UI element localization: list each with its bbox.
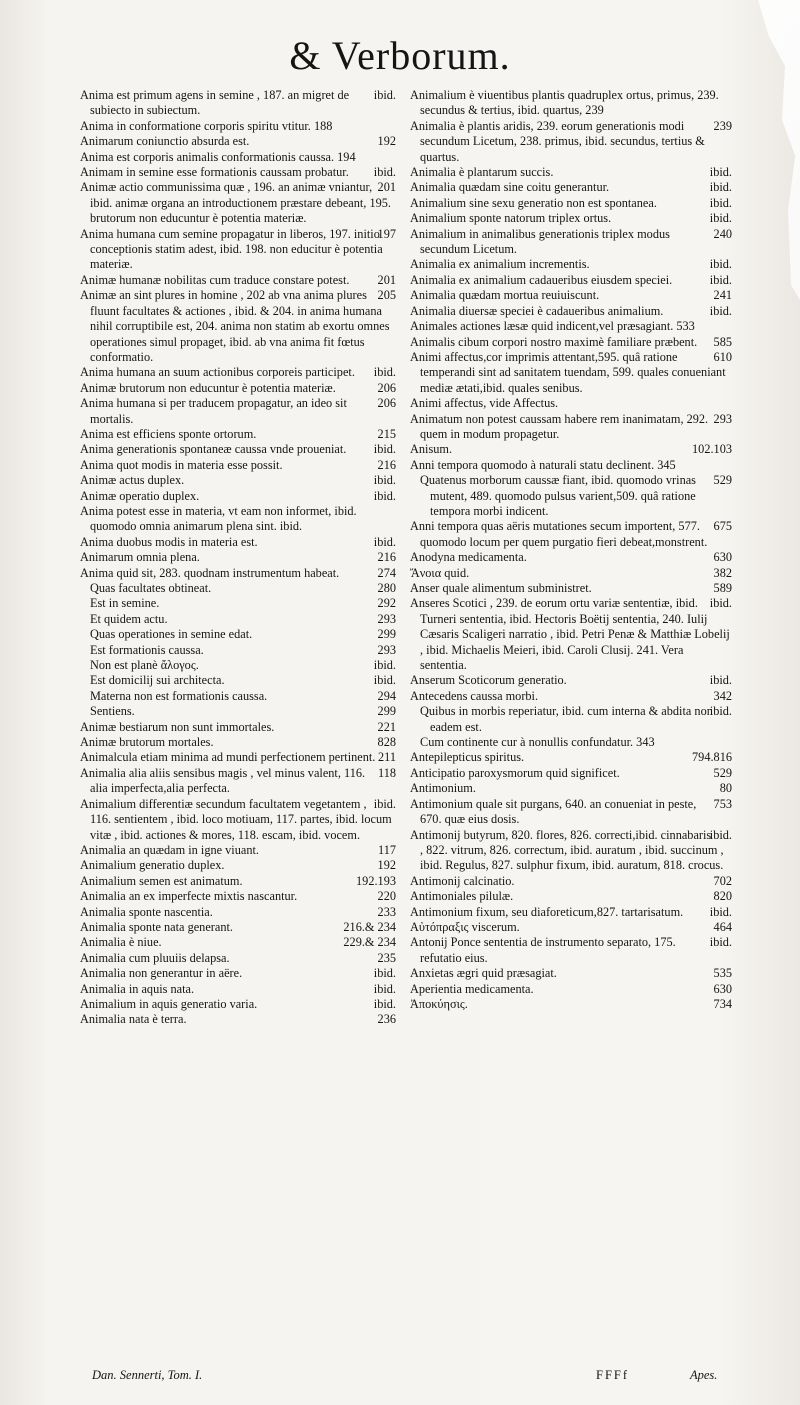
- entry-text: Animalia alia aliis sensibus magis , vel minus valent, 116. alia imperfecta,alia perfecta.: [80, 765, 366, 796]
- entry-text: Est domicilij sui architecta.: [90, 673, 225, 688]
- entry-text: Antimonij calcinatio.: [410, 873, 515, 888]
- index-entry: [410, 966, 732, 981]
- entry-page-ref: ibid.: [373, 658, 396, 673]
- index-entry: [410, 982, 732, 997]
- entry-text: Ἄνοια quid.: [410, 565, 470, 580]
- entry-page-ref: ibid.: [709, 195, 732, 210]
- entry-text: Animalia cum pluuiis delapsa.: [80, 950, 230, 965]
- entry-text: Antecedens caussa morbi.: [410, 688, 539, 703]
- index-entry: [80, 951, 396, 966]
- entry-text: Quatenus morborum caussæ fiant, ibid. quomodo vrinas mutent, 489. quomodo pulsus varient,509. quâ ratione tempora morbi indicent.: [420, 473, 696, 518]
- entry-text: Antimoniales pilulæ.: [410, 889, 514, 904]
- entry-page-ref: 675: [713, 519, 732, 534]
- entry-text: Animalia an ex imperfecte mixtis nascantur.: [80, 889, 298, 904]
- entry-page-ref: 589: [713, 581, 732, 595]
- entry-text: Anima generationis spontaneæ caussa vnde proueniat.: [80, 442, 347, 457]
- entry-page-ref: ibid.: [709, 211, 732, 226]
- entry-text: Anseres Scotici , 239. de eorum ortu variæ sententiæ, ibid. Turneri sententia, ibid. Hectoris Boëtij sententia, 240. Iulij Cæsaris Scaligeri narratio , ibid. Petri Penæ & Matthiæ Lobelij , ibid. Michaelis Meieri, ibid. Caroli Clusij. 241. Vera sententia.: [410, 596, 730, 673]
- index-entry: [80, 612, 396, 627]
- index-entry: [410, 581, 732, 596]
- index-entry: [80, 442, 396, 457]
- entry-page-ref: ibid.: [709, 257, 732, 272]
- index-entry: [80, 365, 396, 380]
- entry-text: Animalium sine sexu generatio non est spontanea.: [410, 195, 657, 210]
- index-entry: [410, 412, 732, 443]
- entry-text: Animalia nata è terra.: [80, 1012, 187, 1027]
- entry-text: Antimonium.: [410, 781, 476, 796]
- entry-text: Anima duobus modis in materia est.: [80, 534, 258, 549]
- entry-page-ref: 280: [377, 581, 396, 595]
- index-entry: [410, 227, 732, 258]
- index-entry: [80, 504, 396, 535]
- entry-text: Animarum omnia plena.: [80, 550, 200, 565]
- index-entry: [80, 889, 396, 904]
- entry-text: Antimonij butyrum, 820. flores, 826. correcti,ibid. cinnabaris , 822. vitrum, 826. correctum, ibid. auratum , ibid. succinum , ibid. Regulus, 827. sulphur fixum, ibid. auratum, 818. crocus.: [410, 827, 724, 873]
- entry-text: Antimonium quale sit purgans, 640. an conueniat in peste, 670. quæ eius dosis.: [410, 796, 697, 827]
- entry-page-ref: 192.193: [356, 873, 396, 888]
- left-index-column: [80, 88, 396, 1028]
- index-entry: [80, 134, 396, 149]
- index-entry: [410, 920, 732, 935]
- entry-page-ref: 585: [713, 334, 732, 349]
- entry-page-ref: 535: [713, 966, 732, 981]
- index-entry: [80, 273, 396, 288]
- entry-page-ref: 80: [719, 781, 732, 796]
- entry-text: Animalium differentiæ secundum facultatem vegetantem , 116. sentientem , ibid. loco motiuam, 117. partes, ibid. locum vitæ , ibid. actiones & mores, 118. escam, ibid. vocem.: [80, 796, 392, 842]
- entry-page-ref: 293: [377, 642, 396, 657]
- entry-page-ref: ibid.: [709, 904, 732, 919]
- index-entry: [80, 735, 396, 750]
- entry-page-ref: 235: [377, 950, 396, 965]
- index-entry: [410, 335, 732, 350]
- entry-text: Animalis cibum corpori nostro maximè familiare præbent.: [410, 334, 698, 349]
- entry-page-ref: ibid.: [373, 88, 396, 102]
- index-entry: [410, 596, 732, 673]
- index-entry: [80, 535, 396, 550]
- entry-page-ref: 293: [377, 611, 396, 626]
- entry-text: Anserum Scoticorum generatio.: [410, 673, 567, 688]
- entry-text: Animales actiones læsæ quid indicent,vel præsagiant. 533: [410, 319, 695, 334]
- entry-text: Anima quot modis in materia esse possit.: [80, 457, 283, 472]
- index-entry: [80, 180, 396, 226]
- index-entry: [410, 735, 732, 750]
- entry-text: Materna non est formationis caussa.: [90, 688, 268, 703]
- entry-text: Est in semine.: [90, 596, 160, 611]
- entry-text: Anima quid sit, 283. quodnam instrumentum habeat.: [80, 565, 340, 580]
- index-entry: [410, 889, 732, 904]
- index-entry: [410, 935, 732, 966]
- entry-text: Et quidem actu.: [90, 611, 168, 626]
- entry-text: Animalia è niue.: [80, 935, 162, 950]
- entry-text: Anima humana cum semine propagatur in liberos, 197. initio conceptionis statim adest, ibid. 198. non educitur è potentia materiæ.: [80, 226, 383, 272]
- index-entry: [80, 935, 396, 950]
- index-entry: [80, 720, 396, 735]
- running-title: & Verborum.: [289, 33, 511, 78]
- index-entry: [410, 673, 732, 688]
- entry-page-ref: ibid.: [709, 165, 732, 180]
- index-entry: [410, 211, 732, 226]
- entry-page-ref: 274: [377, 565, 396, 580]
- entry-text: Animæ actio communissima quæ , 196. an animæ vniantur, ibid. animæ organa an introductionem præstare debeant, 195. brutorum non educuntur è potentia materiæ.: [80, 180, 391, 226]
- entry-text: Animalium in aquis generatio varia.: [80, 996, 258, 1011]
- entry-page-ref: ibid.: [373, 966, 396, 981]
- entry-text: Animalia an quædam in igne viuant.: [80, 842, 259, 857]
- index-entry: [80, 1012, 396, 1027]
- entry-text: Animalcula etiam minima ad mundi perfectionem pertinent.: [80, 750, 376, 765]
- entry-page-ref: 630: [713, 981, 732, 996]
- entry-page-ref: ibid.: [709, 303, 732, 318]
- index-entry: [80, 905, 396, 920]
- entry-page-ref: ibid.: [709, 935, 732, 950]
- entry-page-ref: 192: [377, 134, 396, 149]
- entry-text: Cum continente cur à nonullis confundatur. 343: [420, 735, 655, 750]
- entry-page-ref: ibid.: [373, 365, 396, 380]
- entry-page-ref: 197: [377, 226, 396, 241]
- index-entry: [410, 196, 732, 211]
- entry-page-ref: 753: [713, 796, 732, 811]
- index-entry: [80, 119, 396, 134]
- index-entry: [410, 689, 732, 704]
- entry-text: Animalia quædam sine coitu generantur.: [410, 180, 610, 195]
- footer-author: Dan. Sennerti, Tom. I.: [92, 1368, 203, 1382]
- index-entry: [410, 797, 732, 828]
- footer-signature: FFFf: [596, 1368, 630, 1382]
- entry-page-ref: 734: [713, 996, 732, 1011]
- entry-text: Antonij Ponce sententia de instrumento separato, 175. refutatio eius.: [410, 935, 676, 965]
- entry-text: Ἀποκύησις.: [410, 996, 468, 1011]
- entry-page-ref: ibid.: [709, 704, 732, 719]
- index-entry: [80, 427, 396, 442]
- index-entry: [80, 750, 396, 765]
- entry-text: Αὐτόπραξις viscerum.: [410, 919, 520, 934]
- entry-page-ref: 630: [713, 550, 732, 565]
- entry-text: Animæ bestiarum non sunt immortales.: [80, 719, 275, 734]
- entry-text: Sentiens.: [90, 704, 135, 719]
- index-entry: [410, 828, 732, 874]
- entry-text: Animalium sponte natorum triplex ortus.: [410, 211, 612, 226]
- index-entry: [410, 905, 732, 920]
- entry-text: Quas operationes in semine edat.: [90, 627, 253, 642]
- entry-text: Anima humana si per traducem propagatur, an ideo sit mortalis.: [80, 396, 347, 426]
- entry-page-ref: ibid.: [373, 673, 396, 688]
- entry-page-ref: ibid.: [373, 796, 396, 811]
- index-entry: [80, 489, 396, 504]
- entry-page-ref: 299: [377, 627, 396, 642]
- entry-text: Anima potest esse in materia, vt eam non informet, ibid. quomodo omnia animarum plena sint. ibid.: [80, 503, 357, 534]
- index-entry: [410, 473, 732, 519]
- index-entry: [80, 920, 396, 935]
- entry-page-ref: 610: [713, 349, 732, 364]
- index-entry: [410, 442, 732, 457]
- entry-text: Non est planè ἄλογος.: [90, 658, 199, 673]
- footer-catchword: Apes.: [690, 1368, 718, 1382]
- index-entry: [80, 550, 396, 565]
- entry-text: Animatum non potest caussam habere rem inanimatam, 292. quem in modum propagetur.: [410, 411, 709, 441]
- index-entry: [80, 150, 396, 165]
- index-entry: [410, 119, 732, 165]
- entry-text: Animalium è viuentibus plantis quadruplex ortus, primus, 239. secundus & tertius, ibid. quartus, 239: [410, 88, 719, 118]
- index-entry: [80, 982, 396, 997]
- index-entry: [410, 304, 732, 319]
- entry-text: Animalia è plantis aridis, 239. eorum generationis modi secundum Licetum, 238. primus, ibid. secundus, tertius & quartus.: [410, 118, 705, 164]
- entry-text: Animam in semine esse formationis caussam probatur.: [80, 165, 349, 180]
- index-entry: [80, 381, 396, 396]
- index-entry: [80, 581, 396, 596]
- index-entry: [80, 997, 396, 1012]
- entry-page-ref: 382: [713, 565, 732, 580]
- index-entry: [80, 396, 396, 427]
- entry-page-ref: 205: [377, 288, 396, 303]
- entry-text: Anima in conformatione corporis spiritu vtitur. 188: [80, 118, 333, 133]
- entry-page-ref: 201: [377, 180, 396, 195]
- entry-page-ref: 794.816: [692, 750, 732, 765]
- index-entry: [410, 997, 732, 1012]
- entry-text: Est formationis caussa.: [90, 642, 204, 657]
- index-entry: [410, 396, 732, 411]
- entry-text: Animalia sponte nata generant.: [80, 919, 233, 934]
- entry-text: Antimonium fixum, seu diaforeticum,827. tartarisatum.: [410, 904, 684, 919]
- entry-text: Animæ brutorum non educuntur è potentia materiæ.: [80, 380, 336, 395]
- entry-page-ref: 294: [377, 688, 396, 703]
- entry-page-ref: 293: [713, 411, 732, 426]
- entry-page-ref: 342: [713, 688, 732, 703]
- index-entry: [80, 165, 396, 180]
- entry-text: Animi affectus,cor imprimis attentant,595. quâ ratione temperandi sint ad sanitatem tuendam, 599. quales conueniant mediæ ætati,ibid. quales senibus.: [410, 349, 726, 395]
- index-entry: [80, 227, 396, 273]
- index-entry: [410, 566, 732, 581]
- index-entry: [80, 288, 396, 365]
- entry-text: Antepilepticus spiritus.: [410, 750, 525, 765]
- entry-text: Anisum.: [410, 442, 453, 457]
- entry-page-ref: 215: [377, 426, 396, 441]
- entry-page-ref: 206: [377, 380, 396, 395]
- entry-page-ref: 820: [713, 889, 732, 904]
- entry-page-ref: ibid.: [709, 272, 732, 287]
- entry-page-ref: 241: [713, 288, 732, 303]
- entry-page-ref: 102.103: [692, 442, 732, 457]
- index-entry: [80, 88, 396, 119]
- index-entry: [410, 165, 732, 180]
- index-entry: [410, 874, 732, 889]
- entry-text: Animalia sponte nascentia.: [80, 904, 213, 919]
- index-entry: [80, 643, 396, 658]
- page-footer: [0, 1368, 800, 1388]
- entry-page-ref: 216: [377, 457, 396, 472]
- entry-text: Animæ humanæ nobilitas cum traduce constare potest.: [80, 272, 350, 287]
- entry-page-ref: ibid.: [709, 180, 732, 195]
- entry-page-ref: 220: [377, 889, 396, 904]
- index-entry: [80, 458, 396, 473]
- entry-text: Anima est efficiens sponte ortorum.: [80, 426, 257, 441]
- entry-text: Animalium semen est animatum.: [80, 873, 243, 888]
- index-entry: [80, 689, 396, 704]
- entry-page-ref: ibid.: [709, 673, 732, 688]
- entry-page-ref: 211: [378, 750, 396, 765]
- entry-page-ref: 702: [713, 873, 732, 888]
- index-entry: [410, 550, 732, 565]
- entry-page-ref: 529: [713, 765, 732, 780]
- entry-text: Animæ brutorum mortales.: [80, 735, 214, 750]
- entry-text: Animalia ex animalium incrementis.: [410, 257, 590, 272]
- entry-page-ref: 236: [377, 1012, 396, 1027]
- entry-page-ref: 216.& 234: [343, 919, 396, 934]
- entry-page-ref: 529: [713, 473, 732, 488]
- index-entry: [80, 843, 396, 858]
- entry-text: Animalia è plantarum succis.: [410, 165, 554, 180]
- index-entry: [80, 658, 396, 673]
- entry-text: Animalia non generantur in aëre.: [80, 966, 243, 981]
- entry-text: Animalium generatio duplex.: [80, 858, 225, 873]
- entry-text: Anni tempora quas aëris mutationes secum importent, 577. quomodo locum per quem purgatio fieri debeat,monstrent.: [410, 519, 708, 549]
- entry-text: Animalia ex animalium cadaueribus eiusdem speciei.: [410, 272, 673, 287]
- entry-page-ref: 192: [377, 858, 396, 873]
- entry-page-ref: 229.& 234: [343, 935, 396, 950]
- index-entry: [410, 519, 732, 550]
- entry-text: Anticipatio paroxysmorum quid significet.: [410, 765, 620, 780]
- entry-text: Aperientia medicamenta.: [410, 981, 534, 996]
- entry-text: Animi affectus, vide Affectus.: [410, 396, 559, 411]
- index-entry: [410, 319, 732, 334]
- entry-page-ref: ibid.: [373, 996, 396, 1011]
- index-entry: [410, 180, 732, 195]
- index-entry: [80, 673, 396, 688]
- entry-page-ref: ibid.: [373, 981, 396, 996]
- index-entry: [410, 766, 732, 781]
- entry-page-ref: 117: [378, 842, 396, 857]
- entry-text: Anima humana an suum actionibus corporeis participet.: [80, 365, 355, 380]
- index-entry: [410, 458, 732, 473]
- index-entry: [80, 596, 396, 611]
- entry-text: Anodyna medicamenta.: [410, 550, 527, 565]
- index-entry: [80, 473, 396, 488]
- entry-text: Animæ an sint plures in homine , 202 ab vna anima plures fluunt facultates & actiones , ibid. & 204. in anima humana nihil corruptibile est, 204. anima non statim ab exortu omnes operationes simul propaget, ibid. ab vna anima fit fœtus conformatio.: [80, 288, 390, 364]
- index-entry: [80, 566, 396, 581]
- entry-text: Animalia quædam mortua reuiuiscunt.: [410, 288, 600, 303]
- entry-page-ref: 240: [713, 226, 732, 241]
- index-entry: [80, 766, 396, 797]
- entry-page-ref: ibid.: [373, 488, 396, 503]
- index-entry: [80, 858, 396, 873]
- entry-page-ref: 221: [377, 719, 396, 734]
- entry-page-ref: ibid.: [373, 165, 396, 180]
- entry-page-ref: 233: [377, 904, 396, 919]
- entry-text: Quibus in morbis reperiatur, ibid. cum interna & abdita non eadem est.: [420, 704, 713, 734]
- index-entry: [410, 288, 732, 303]
- entry-text: Animalium in animalibus generationis triplex modus secundum Licetum.: [410, 226, 670, 257]
- index-entry: [410, 88, 732, 119]
- entry-text: Anni tempora quomodo à naturali statu declinent. 345: [410, 457, 676, 472]
- entry-text: Anima est corporis animalis conformationis caussa. 194: [80, 149, 356, 164]
- entry-page-ref: 201: [377, 272, 396, 287]
- entry-page-ref: ibid.: [709, 827, 732, 842]
- entry-text: Animarum coniunctio absurda est.: [80, 134, 250, 149]
- index-entry: [410, 704, 732, 735]
- entry-page-ref: ibid.: [373, 534, 396, 549]
- entry-text: Animalia diuersæ speciei è cadaueribus animalium.: [410, 303, 664, 318]
- entry-page-ref: ibid.: [373, 473, 396, 488]
- right-index-column: [410, 88, 732, 1012]
- index-entry: [80, 874, 396, 889]
- entry-page-ref: ibid.: [373, 442, 396, 457]
- entry-text: Anxietas ægri quid præsagiat.: [410, 966, 557, 981]
- entry-text: Anser quale alimentum subministret.: [410, 581, 592, 595]
- entry-text: Quas facultates obtineat.: [90, 581, 212, 595]
- index-entry: [410, 781, 732, 796]
- entry-page-ref: 216: [377, 550, 396, 565]
- entry-text: Animæ operatio duplex.: [80, 488, 200, 503]
- entry-text: Anima est primum agens in semine , 187. an migret de subiecto in subiectum.: [80, 88, 350, 118]
- entry-page-ref: 828: [377, 735, 396, 750]
- entry-page-ref: ibid.: [709, 596, 732, 611]
- entry-text: Animæ actus duplex.: [80, 473, 185, 488]
- index-entry: [410, 750, 732, 765]
- index-entry: [80, 797, 396, 843]
- index-entry: [410, 350, 732, 396]
- entry-page-ref: 239: [713, 118, 732, 133]
- index-entry: [80, 704, 396, 719]
- index-entry: [80, 627, 396, 642]
- entry-page-ref: 206: [377, 396, 396, 411]
- entry-page-ref: 464: [713, 919, 732, 934]
- entry-page-ref: 292: [377, 596, 396, 611]
- entry-page-ref: 299: [377, 704, 396, 719]
- index-entry: [410, 273, 732, 288]
- entry-page-ref: 118: [378, 765, 396, 780]
- entry-text: Animalia in aquis nata.: [80, 981, 195, 996]
- index-entry: [410, 257, 732, 272]
- index-entry: [80, 966, 396, 981]
